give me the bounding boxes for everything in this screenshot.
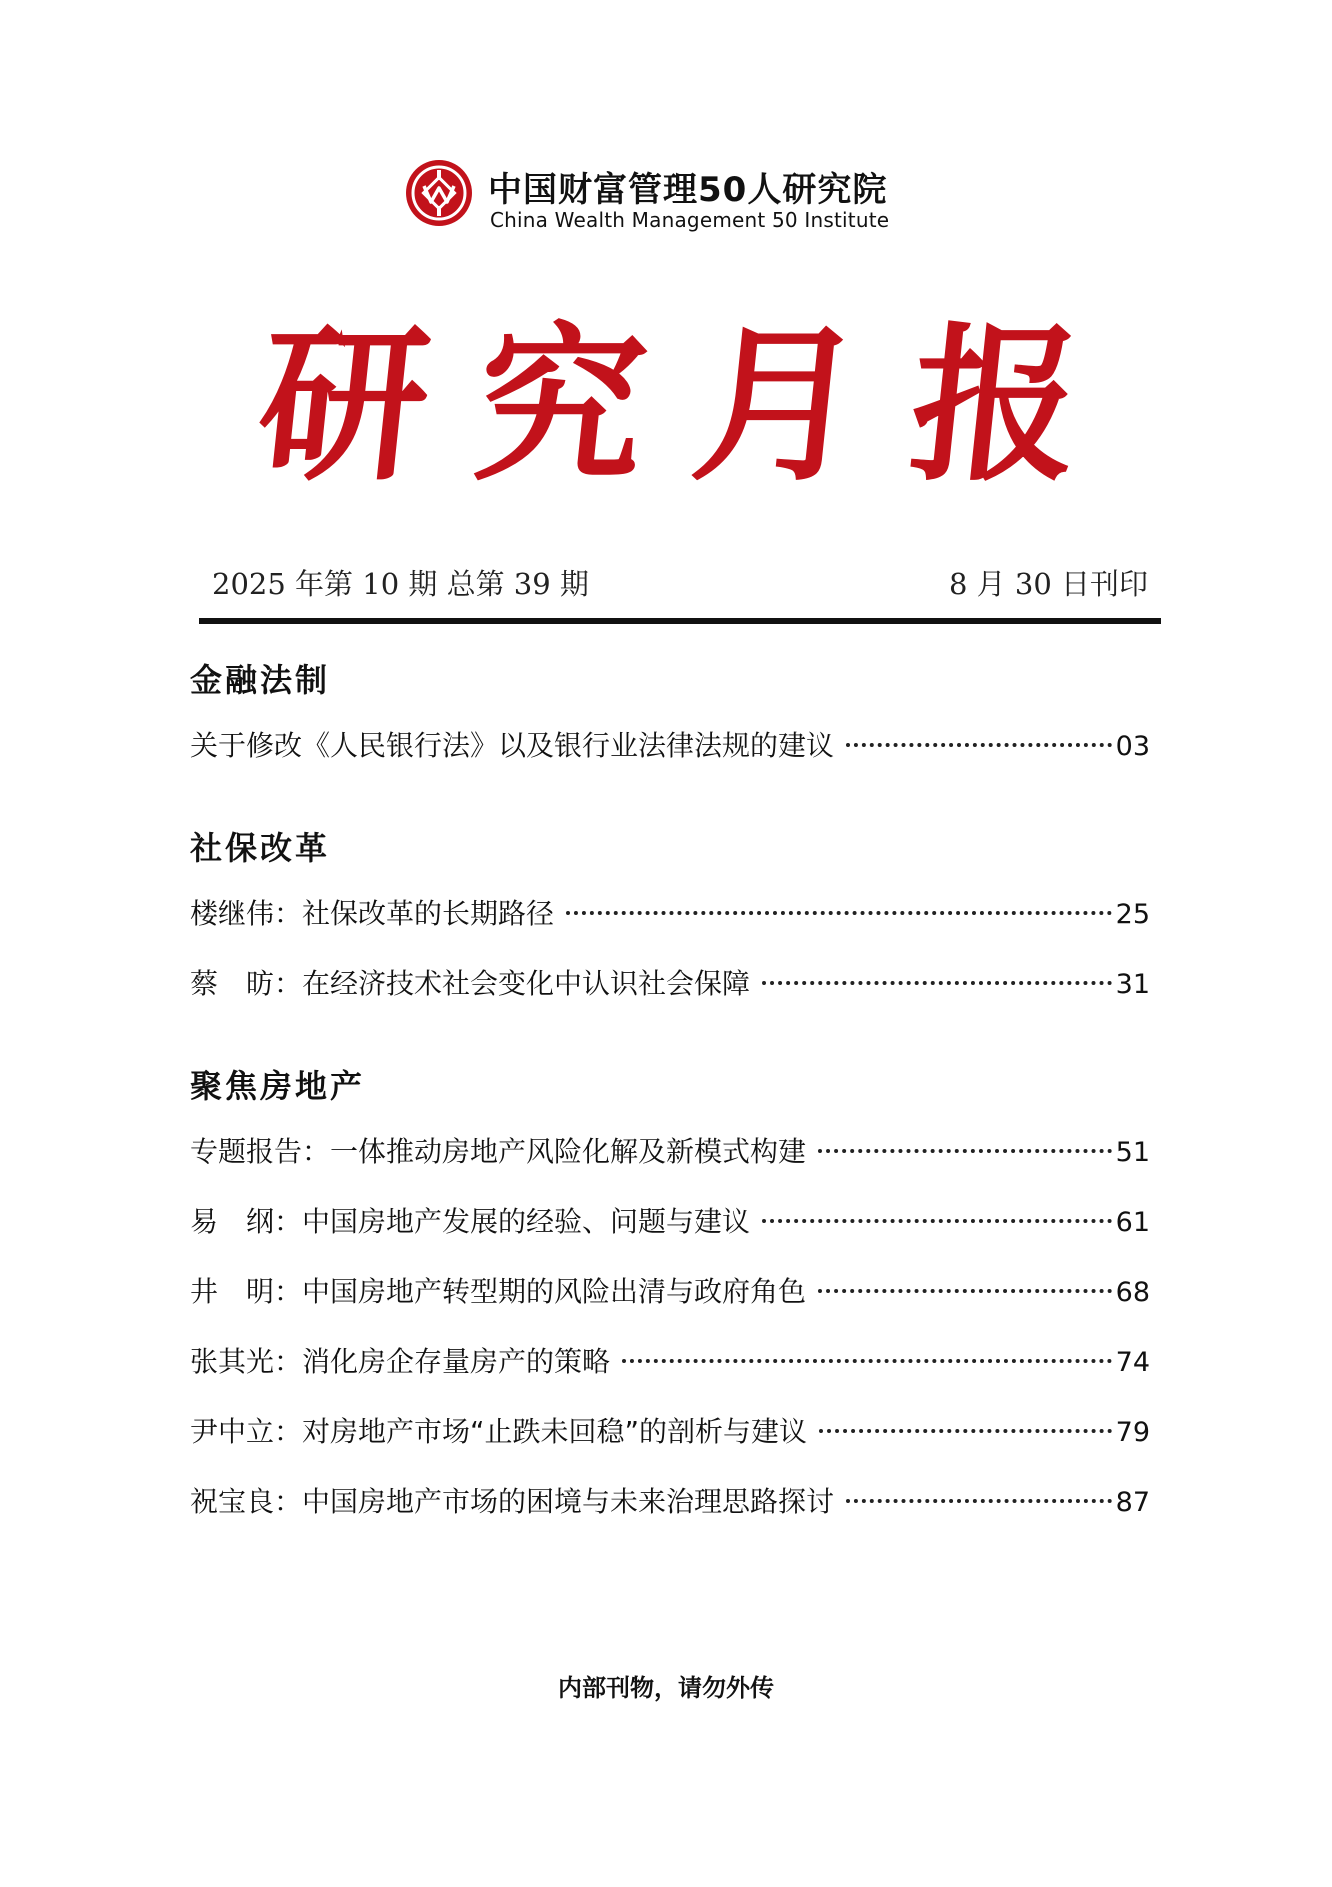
title-char: 报 <box>901 306 1091 504</box>
divider-rule <box>199 618 1161 624</box>
toc-section <box>190 660 1150 794</box>
entry-title: 关于修改《人民银行法》以及银行业法律法规的建议 <box>190 729 835 762</box>
entry-title: 楼继伟：社保改革的长期路径 <box>190 897 555 930</box>
cwm50-seal-logo-icon <box>404 158 474 228</box>
toc-entry[interactable] <box>190 1480 1150 1550</box>
section-heading: 聚焦房地产 <box>190 1067 366 1105</box>
toc-entry[interactable] <box>190 892 1150 962</box>
publisher-header <box>404 158 924 236</box>
print-date: 8 月 30 日刊印 <box>948 567 1148 601</box>
entry-page: 74 <box>1115 1347 1150 1378</box>
dot-leader <box>818 1149 1112 1153</box>
entry-title: 祝宝良：中国房地产市场的困境与未来治理思路探讨 <box>190 1485 835 1518</box>
dot-leader <box>819 1429 1112 1433</box>
entry-page: 51 <box>1115 1137 1150 1168</box>
dot-leader <box>622 1359 1112 1363</box>
toc-entry[interactable] <box>190 1200 1150 1270</box>
entry-title: 张其光：消化房企存量房产的策略 <box>190 1345 611 1378</box>
publication-title <box>249 300 1091 510</box>
entry-title: 专题报告：一体推动房地产风险化解及新模式构建 <box>190 1135 807 1168</box>
dot-leader <box>818 1289 1112 1293</box>
toc-section <box>190 1066 1150 1550</box>
section-heading: 社保改革 <box>190 829 331 867</box>
toc-entry[interactable] <box>190 962 1150 1032</box>
title-char: 研 <box>249 306 439 504</box>
toc-entry[interactable] <box>190 1270 1150 1340</box>
entry-title: 蔡 昉：在经济技术社会变化中认识社会保障 <box>190 967 751 1000</box>
entry-page: 61 <box>1115 1207 1150 1238</box>
issue-number: 2025 年第 10 期 总第 39 期 <box>212 567 589 601</box>
dot-leader <box>762 981 1112 985</box>
org-name-cn: 中国财富管理50人研究院 <box>488 170 888 210</box>
section-heading: 金融法制 <box>190 661 331 699</box>
title-char: 月 <box>684 306 874 504</box>
dot-leader <box>846 1499 1112 1503</box>
issue-info-row <box>212 562 1148 602</box>
entry-page: 68 <box>1115 1277 1150 1308</box>
dot-leader <box>846 743 1112 747</box>
entry-page: 31 <box>1115 969 1150 1000</box>
toc-entry[interactable] <box>190 1340 1150 1410</box>
entry-page: 25 <box>1115 899 1150 930</box>
entry-page: 03 <box>1115 731 1150 762</box>
dot-leader <box>762 1219 1112 1223</box>
toc-entry[interactable] <box>190 724 1150 794</box>
toc-entry[interactable] <box>190 1410 1150 1480</box>
org-name-en: China Wealth Management 50 Institute <box>490 208 890 232</box>
toc-section <box>190 828 1150 1032</box>
dot-leader <box>566 911 1112 915</box>
toc-entry[interactable] <box>190 1130 1150 1200</box>
entry-title: 井 明：中国房地产转型期的风险出清与政府角色 <box>190 1275 807 1308</box>
internal-use-notice: 内部刊物，请勿外传 <box>558 1674 774 1702</box>
entry-page: 79 <box>1115 1417 1150 1448</box>
title-char: 究 <box>466 306 656 504</box>
entry-page: 87 <box>1115 1487 1150 1518</box>
entry-title: 易 纲：中国房地产发展的经验、问题与建议 <box>190 1205 751 1238</box>
entry-title: 尹中立：对房地产市场“止跌未回稳”的剖析与建议 <box>190 1415 808 1448</box>
